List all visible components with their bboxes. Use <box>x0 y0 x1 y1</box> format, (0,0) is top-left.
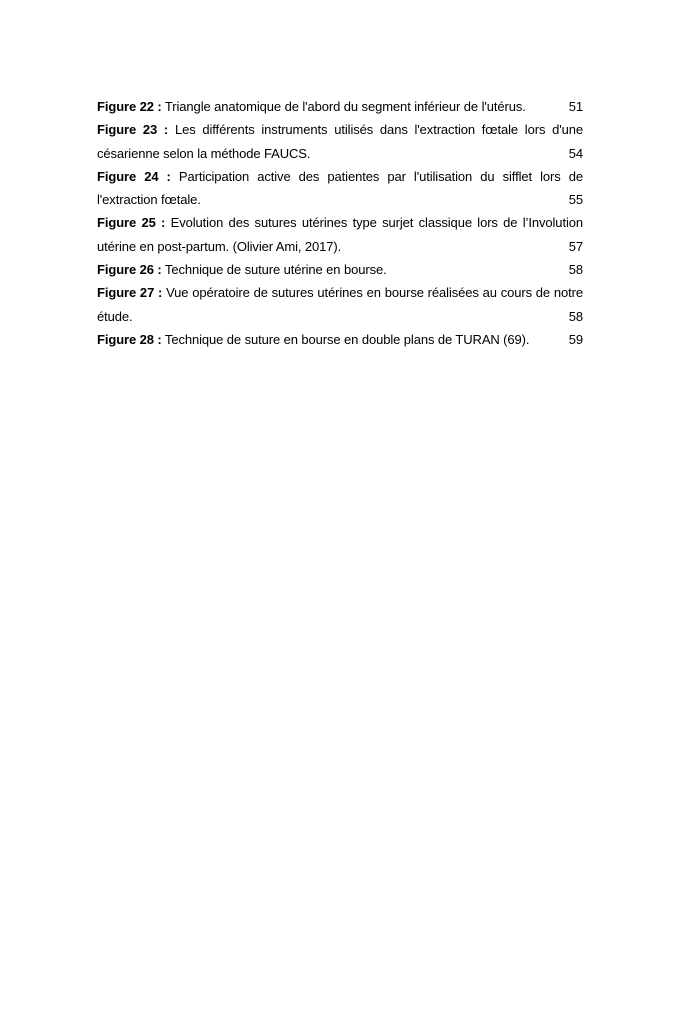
figure-entry-label: Figure 23 : <box>97 122 169 138</box>
list-of-figures <box>97 95 583 351</box>
figure-entry-label: Figure 28 : <box>97 331 162 347</box>
figure-entry-23 <box>97 118 583 165</box>
figure-entry-28 <box>97 328 583 351</box>
figure-entry-page-number: 51 <box>563 95 583 118</box>
figure-entry-label: Figure 22 : <box>97 99 162 114</box>
figure-entry-text: Participation active des patientes par l'utilisation du sifflet lors de l'extraction fœtale. <box>97 168 584 208</box>
figure-entry-label: Figure 25 : <box>97 215 166 231</box>
figure-entry-text: Triangle anatomique de l'abord du segment inférieur de l'utérus. <box>164 99 526 114</box>
figure-entry-page-number: 54 <box>563 142 583 165</box>
figure-entry-label: Figure 26 : <box>97 262 162 278</box>
figure-entry-26 <box>97 258 583 281</box>
figure-entry-label: Figure 27 : <box>97 285 163 301</box>
figure-entry-27 <box>97 281 583 328</box>
figure-entry-text: Technique de suture utérine en bourse. <box>164 262 387 278</box>
figure-entry-text: Technique de suture en bourse en double plans de TURAN (69). <box>164 331 530 347</box>
figure-entry-page-number: 58 <box>563 305 583 328</box>
figure-entry-page-number: 57 <box>563 235 583 258</box>
figure-entry-label: Figure 24 : <box>97 168 171 184</box>
figure-entry-text: Vue opératoire de sutures utérines en bourse réalisées au cours de notre étude. <box>97 285 583 324</box>
figure-entry-24 <box>97 165 583 212</box>
figure-entry-22 <box>97 95 583 118</box>
figure-entry-text: Les différents instruments utilisés dans l'extraction fœtale lors d'une césarienne selon la méthode FAUCS. <box>97 122 584 161</box>
figure-entry-page-number: 59 <box>563 328 583 351</box>
figure-entry-text: Evolution des sutures utérines type surjet classique lors de l’Involution utérine en post-partum. (Olivier Ami, 2017). <box>97 215 583 254</box>
figure-entry-page-number: 55 <box>563 188 583 211</box>
figure-entry-page-number: 58 <box>563 258 583 281</box>
figure-entry-25 <box>97 211 583 258</box>
